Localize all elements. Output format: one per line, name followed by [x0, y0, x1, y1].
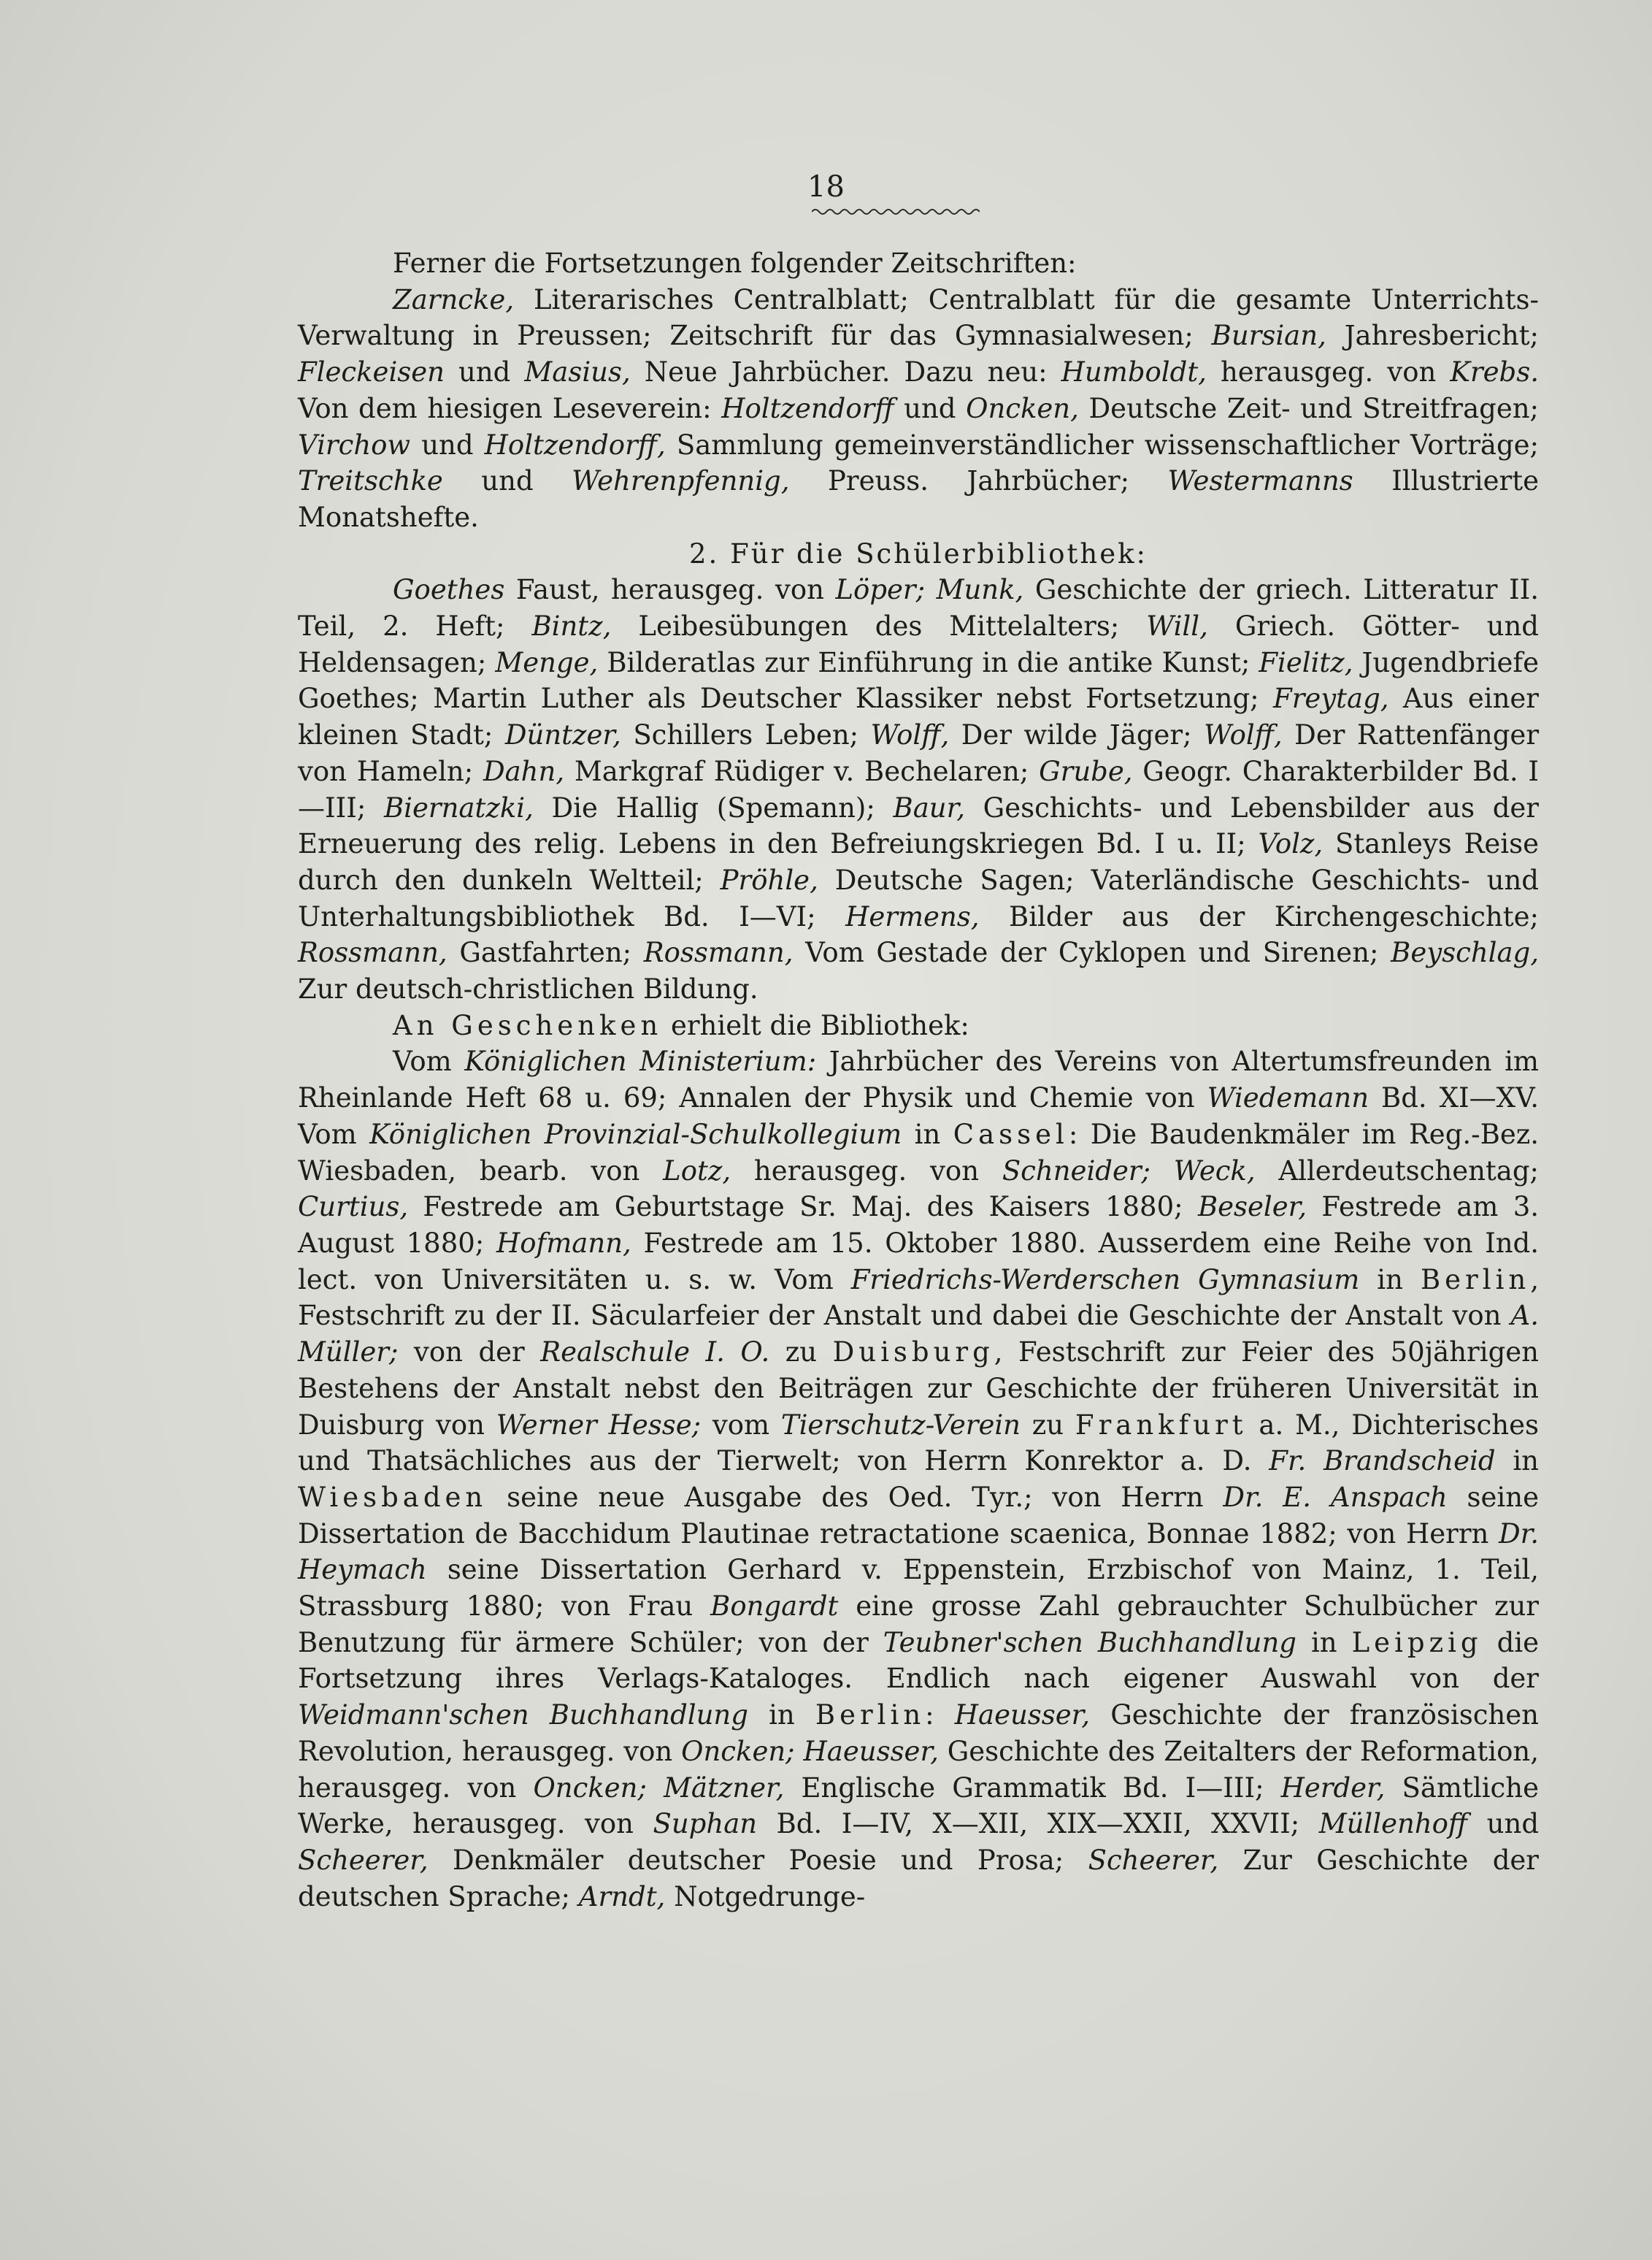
entry-text: Vom Gestade der Cyklopen und Sirenen; — [793, 937, 1391, 969]
entry-text: seine Dissertation de Bacchidum Plautinae retractatione scaenica, Bonnae 1882; von Herrn — [298, 1481, 1539, 1550]
donor-name: Königlichen Provinzial-Schulkollegium — [369, 1118, 902, 1150]
entry-text: Griech. Götter- und Heldensagen; — [298, 610, 1539, 678]
entry-text: Stanleys Reise durch den dunkeln Weltteil; — [298, 828, 1539, 896]
entry-text: Markgraf Rüdiger v. Bechelaren; — [564, 755, 1040, 787]
entry-text: Zur Geschichte der deutschen Sprache; — [298, 1844, 1539, 1912]
entry-text: : Die Baudenkmäler im Reg.-Bez. Wiesbaden, bearb. von — [298, 1118, 1539, 1187]
entry-text: Jugendbriefe Goethes; Martin Luther als Deutscher Klassiker nebst Fortsetzung; — [298, 646, 1540, 715]
entry-text: in — [1296, 1626, 1352, 1658]
author-name: Werner Hesse; — [496, 1409, 702, 1441]
gifts-paragraph — [298, 1043, 1539, 1915]
entry-text: Der wilde Jäger; — [949, 719, 1205, 751]
donor-name: Dr. E. Anspach — [1223, 1481, 1448, 1513]
author-name: Beyschlag, — [1391, 937, 1540, 969]
entry-text: Denkmäler deutscher Poesie und Prosa; — [428, 1844, 1088, 1876]
author-name: Wiedemann — [1207, 1082, 1369, 1114]
author-name: Grube, — [1039, 755, 1133, 787]
author-name: Krebs. — [1450, 356, 1539, 388]
entry-text: Allerdeutschentag; — [1255, 1154, 1540, 1187]
author-name: A. Müller; — [298, 1300, 1539, 1368]
donor-name: Bongardt — [710, 1590, 839, 1623]
entry-text: Preuss. Jahrbücher; — [789, 465, 1168, 497]
journals-paragraph — [298, 282, 1539, 536]
city-name: Leipzig — [1351, 1626, 1483, 1658]
entry-text: und — [442, 465, 572, 497]
entry-text: und — [445, 356, 525, 388]
entry-text: in — [902, 1118, 953, 1150]
entry-text: Bd. XI—XV. Vom — [298, 1082, 1539, 1150]
author-name: Volz, — [1258, 828, 1323, 860]
city-name: Berlin — [1420, 1263, 1531, 1295]
entry-text: und — [1467, 1808, 1539, 1840]
donor-name: Weidmann'schen Buchhandlung — [298, 1699, 748, 1731]
donor-name: Friedrichs-Werderschen Gymnasium — [850, 1263, 1360, 1295]
author-name: Treitschke — [298, 465, 443, 497]
entry-text: Sämtliche Werke, herausgeg. von — [298, 1771, 1539, 1840]
donor-name: Realschule I. O. — [540, 1336, 770, 1368]
city-name: Wiesbaden — [298, 1481, 488, 1513]
entry-text: seine neue Ausgabe des Oed. Tyr.; von Herrn — [487, 1481, 1223, 1513]
author-name: Masius, — [524, 356, 631, 388]
entry-text: Bilderatlas zur Einführung in die antike Kunst; — [598, 646, 1259, 678]
author-name: Scheerer, — [298, 1844, 429, 1876]
entry-text: Festrede am 15. Oktober 1880. Ausserdem eine Reihe von Ind. lect. von Universitäten u. s. w. Vom — [298, 1227, 1540, 1295]
author-name: Schneider; Weck, — [1002, 1154, 1256, 1187]
author-name: Holtzendorff, — [484, 429, 666, 461]
entry-text — [795, 1736, 804, 1767]
entry-text: Geogr. Charakterbilder Bd. I—III; — [298, 755, 1539, 824]
author-name: Fleckeisen — [298, 356, 445, 388]
author-name: Oncken; — [681, 1735, 795, 1767]
entry-text: und — [410, 429, 485, 461]
entry-text: die Fortsetzung ihres Verlags-Kataloges. Endlich nach eigener Auswahl von der — [298, 1626, 1540, 1695]
author-name: Pröhle, — [720, 864, 818, 896]
author-name: Rossmann, — [298, 937, 447, 969]
gifts-label: An Geschenken — [393, 1009, 663, 1041]
entry-text: Aus einer kleinen Stadt; — [298, 683, 1539, 751]
entry-text: seine Dissertation Gerhard v. Eppenstein, Erzbischof von Mainz, 1. Teil, Strassburg 1880; von Frau — [298, 1554, 1539, 1623]
entry-text: Bilder aus der Kirchengeschichte; — [979, 900, 1539, 932]
entry-text: Gastfahrten; — [447, 937, 644, 969]
author-name: Arndt, — [578, 1880, 666, 1912]
author-name: Dahn, — [483, 755, 565, 787]
author-name: Beseler, — [1197, 1191, 1307, 1223]
entry-text: Der Rattenfänger von Hameln; — [298, 719, 1540, 787]
author-name: Müllenhoff — [1318, 1808, 1468, 1840]
entry-text: Jahrbücher des Vereins von Altertumsfreunden im Rheinlande Heft 68 u. 69; Annalen der Physik und Chemie von — [298, 1046, 1540, 1114]
city-name: Cassel — [953, 1118, 1069, 1150]
city-name: Frankfurt — [1075, 1409, 1248, 1441]
author-name: Biernatzki, — [383, 792, 534, 824]
city-name: Duisburg — [832, 1336, 994, 1368]
entry-text: Bd. I—IV, X—XII, XIX—XXII, XXVII; — [757, 1808, 1319, 1840]
entry-text: Zur deutsch-christlichen Bildung. — [298, 973, 758, 1005]
donor-name: Königlichen Ministerium: — [464, 1046, 817, 1078]
author-name: Rossmann, — [643, 937, 794, 969]
entry-text: Die Hallig (Spemann); — [533, 792, 894, 824]
intro-line: Ferner die Fortsetzungen folgender Zeitschriften: — [393, 248, 1077, 279]
entry-text: Sammlung gemeinverständlicher wissenschaftlicher Vorträge; — [665, 429, 1539, 461]
entry-text: in — [1359, 1263, 1421, 1295]
author-name: Oncken; Mätzner, — [533, 1771, 785, 1804]
entry-text: Deutsche Zeit- und Streitfragen; — [1078, 392, 1540, 424]
author-name: Wolff, — [870, 719, 950, 751]
entry-text: Leibesübungen des Mittelalters; — [611, 610, 1147, 643]
author-name: Westermanns — [1167, 465, 1353, 497]
gifts-intro-line — [298, 1008, 1539, 1044]
gifts-intro-rest: erhielt die Bibliothek: — [662, 1009, 969, 1041]
author-name: Löper; Munk, — [835, 574, 1024, 606]
author-name: Haeusser, — [803, 1735, 939, 1767]
entry-text: : — [925, 1699, 955, 1731]
entry-text: zu — [1021, 1409, 1075, 1441]
author-name: Düntzer, — [504, 719, 621, 751]
entry-text: Geschichts- und Lebensbilder aus der Erneuerung des relig. Lebens in den Befreiungskriegen Bd. I u. II; — [298, 792, 1539, 860]
author-name: Will, — [1146, 610, 1208, 643]
entry-text: zu — [769, 1336, 833, 1368]
pupils-library-paragraph — [298, 572, 1539, 1007]
section-heading-pupils-library: 2. Für die Schülerbibliothek: — [689, 537, 1148, 570]
wavy-rule-ornament — [812, 204, 980, 219]
author-name: Lotz, — [663, 1154, 731, 1187]
author-name: Holtzendorff — [721, 392, 894, 424]
author-name: Scheerer, — [1088, 1844, 1219, 1876]
entry-text: und — [894, 392, 967, 424]
entry-text: Geschichte des Zeitalters der Reformation, herausgeg. von — [298, 1735, 1539, 1804]
author-name: Wolff, — [1204, 719, 1283, 751]
entry-text: Festrede am Geburtstage Sr. Maj. des Kaisers 1880; — [408, 1191, 1198, 1223]
entry-text: herausgeg. von — [1206, 356, 1451, 388]
entry-text: in — [1495, 1445, 1539, 1477]
entry-text: a. M., Dichterisches und Thatsächliches aus der Tierwelt; von Herrn Konrektor a. D. — [298, 1409, 1539, 1477]
author-name: Goethes — [393, 574, 505, 606]
author-name: Wehrenpfennig, — [572, 465, 790, 497]
entry-text: Von dem hiesigen Leseverein: — [298, 392, 722, 424]
entry-text: eine grosse Zahl gebrauchter Schulbücher zur Benutzung für ärmere Schüler; von der — [298, 1590, 1539, 1658]
author-name: Curtius, — [298, 1191, 409, 1223]
donor-name: Teubner'schen Buchhandlung — [883, 1626, 1296, 1658]
author-name: Baur, — [893, 792, 965, 824]
author-name: Zarncke, — [393, 283, 515, 315]
author-name: Herder, — [1280, 1771, 1386, 1804]
entry-text: Schillers Leben; — [621, 719, 871, 751]
author-name: Bintz, — [531, 610, 612, 643]
entry-text: Vom — [393, 1046, 465, 1078]
entry-text: vom — [701, 1409, 781, 1441]
donor-name: Fr. Brandscheid — [1269, 1445, 1496, 1477]
author-name: Hofmann, — [496, 1227, 631, 1259]
author-name: Menge, — [495, 646, 599, 678]
entry-text: Literarisches Centralblatt; Centralblatt für die gesamte Unterrichts-Verwaltung in Preussen; Zeitschrift für das Gymnasialwesen; — [298, 283, 1539, 352]
entry-text: in — [748, 1699, 815, 1731]
author-name: Suphan — [653, 1808, 758, 1840]
entry-text: , Festschrift zur Feier des 50jährigen Bestehens der Anstalt nebst den Beiträgen zur Geschichte der früheren Universität in Duisburg von — [298, 1336, 1539, 1441]
entry-text: Notgedrunge- — [665, 1880, 866, 1912]
author-name: Humboldt, — [1061, 356, 1207, 388]
body-text — [298, 245, 1539, 1915]
author-name: Freytag, — [1273, 683, 1389, 715]
author-name: Fielitz, — [1259, 646, 1353, 678]
author-name: Virchow — [298, 429, 411, 461]
author-name: Haeusser, — [954, 1699, 1091, 1731]
donor-name: Dr. Heymach — [298, 1517, 1539, 1586]
author-name: Oncken, — [966, 392, 1079, 424]
entry-text: Faust, herausgeg. von — [504, 574, 836, 606]
entry-text: , Festschrift zu der II. Säcularfeier der Anstalt und dabei die Geschichte der Anstalt von — [298, 1263, 1540, 1332]
city-name: Berlin — [815, 1699, 926, 1731]
entry-text: Festrede am 3. August 1880; — [298, 1191, 1540, 1259]
donor-name: Tierschutz-Verein — [780, 1409, 1021, 1441]
entry-text: von der — [398, 1336, 541, 1368]
author-name: Hermens, — [845, 900, 980, 932]
entry-text: Jahresbericht; — [1326, 320, 1539, 352]
entry-text: Englische Grammatik Bd. I—III; — [784, 1771, 1281, 1804]
entry-text: Deutsche Sagen; Vaterländische Geschichts- und Unterhaltungsbibliothek Bd. I—VI; — [298, 864, 1539, 932]
entry-text: Neue Jahrbücher. Dazu neu: — [630, 356, 1061, 388]
page-number: 18 — [807, 170, 845, 204]
entry-text: Geschichte der griech. Litteratur II. Teil, 2. Heft; — [298, 574, 1540, 643]
entry-text: Illustrierte Monatshefte. — [298, 465, 1539, 533]
author-name: Bursian, — [1211, 320, 1326, 352]
entry-text: herausgeg. von — [731, 1154, 1002, 1187]
entry-text: Geschichte der französischen Revolution, herausgeg. von — [298, 1699, 1539, 1767]
